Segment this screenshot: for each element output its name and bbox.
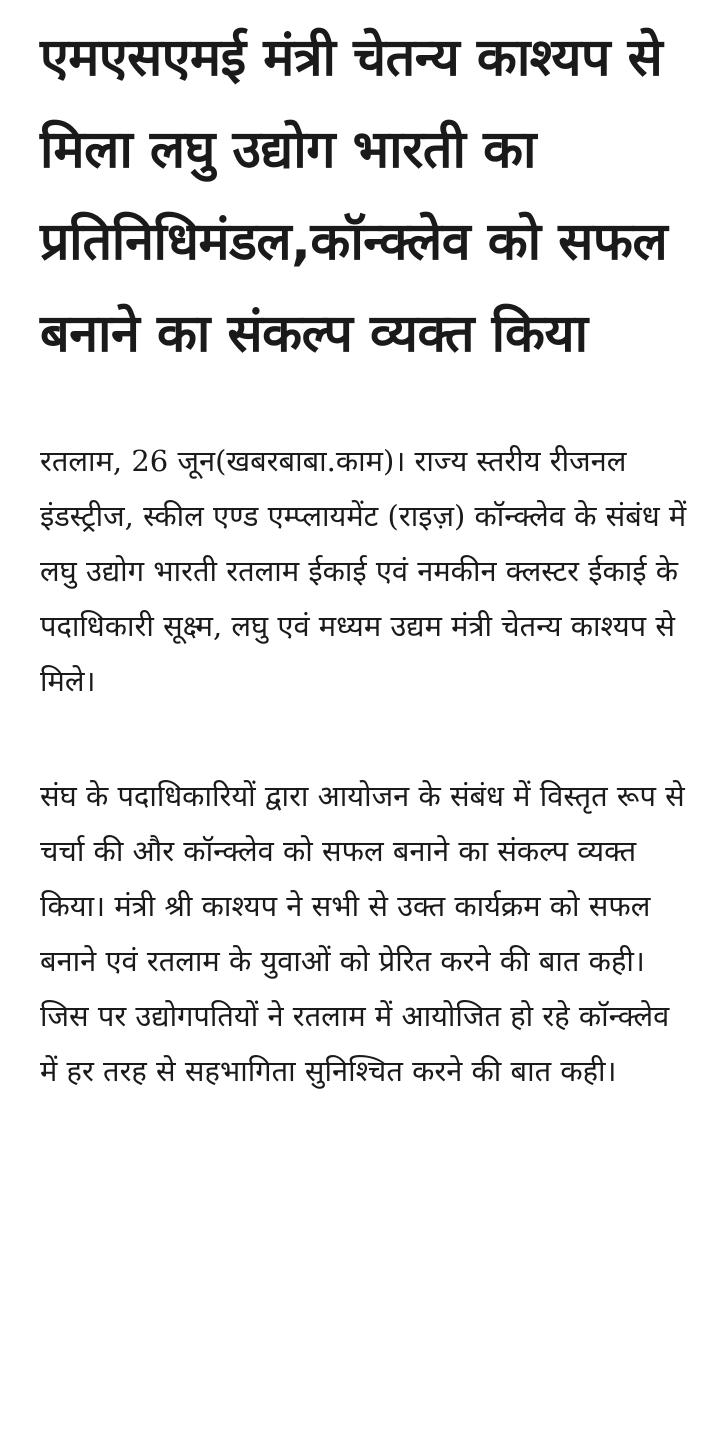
article-paragraph-1: रतलाम, 26 जून(खबरबाबा.काम)। राज्य स्तरीय रीजनल इंडस्ट्रीज, स्कील एण्ड एम्प्लायमेंट (राइज़) कॉन्क्लेव के संबंध में लघु उद्योग भारती रतलाम ईकाई एवं नमकीन क्लस्टर ईकाई के पदाधिकारी सूक्ष्म, लघु एवं मध्यम उद्यम मंत्री चेतन्य काश्यप से मिले। (40, 444, 687, 698)
article-headline: एमएसएमई मंत्री चेतन्य काश्यप से मिला लघु उद्योग भारती का प्रतिनिधिमंडल,कॉन्क्लेव को सफल बनाने का संकल्प व्यक्त किया (40, 28, 668, 364)
news-article (40, 0, 690, 1099)
article-paragraph-2: संघ के पदाधिकारियों द्वारा आयोजन के संबंध में विस्तृत रूप से चर्चा की और कॉन्क्लेव को सफल बनाने का संकल्प व्यक्त किया। मंत्री श्री काश्यप ने सभी से उक्त कार्यक्रम को सफल बनाने एवं रतलाम के युवाओं को प्रेरित करने की बात कही। जिस पर उद्योगपतियों ने रतलाम में आयोजित हो रहे कॉन्क्लेव में हर तरह से सहभागिता सुनिश्चित करने की बात कही। (40, 779, 685, 1088)
